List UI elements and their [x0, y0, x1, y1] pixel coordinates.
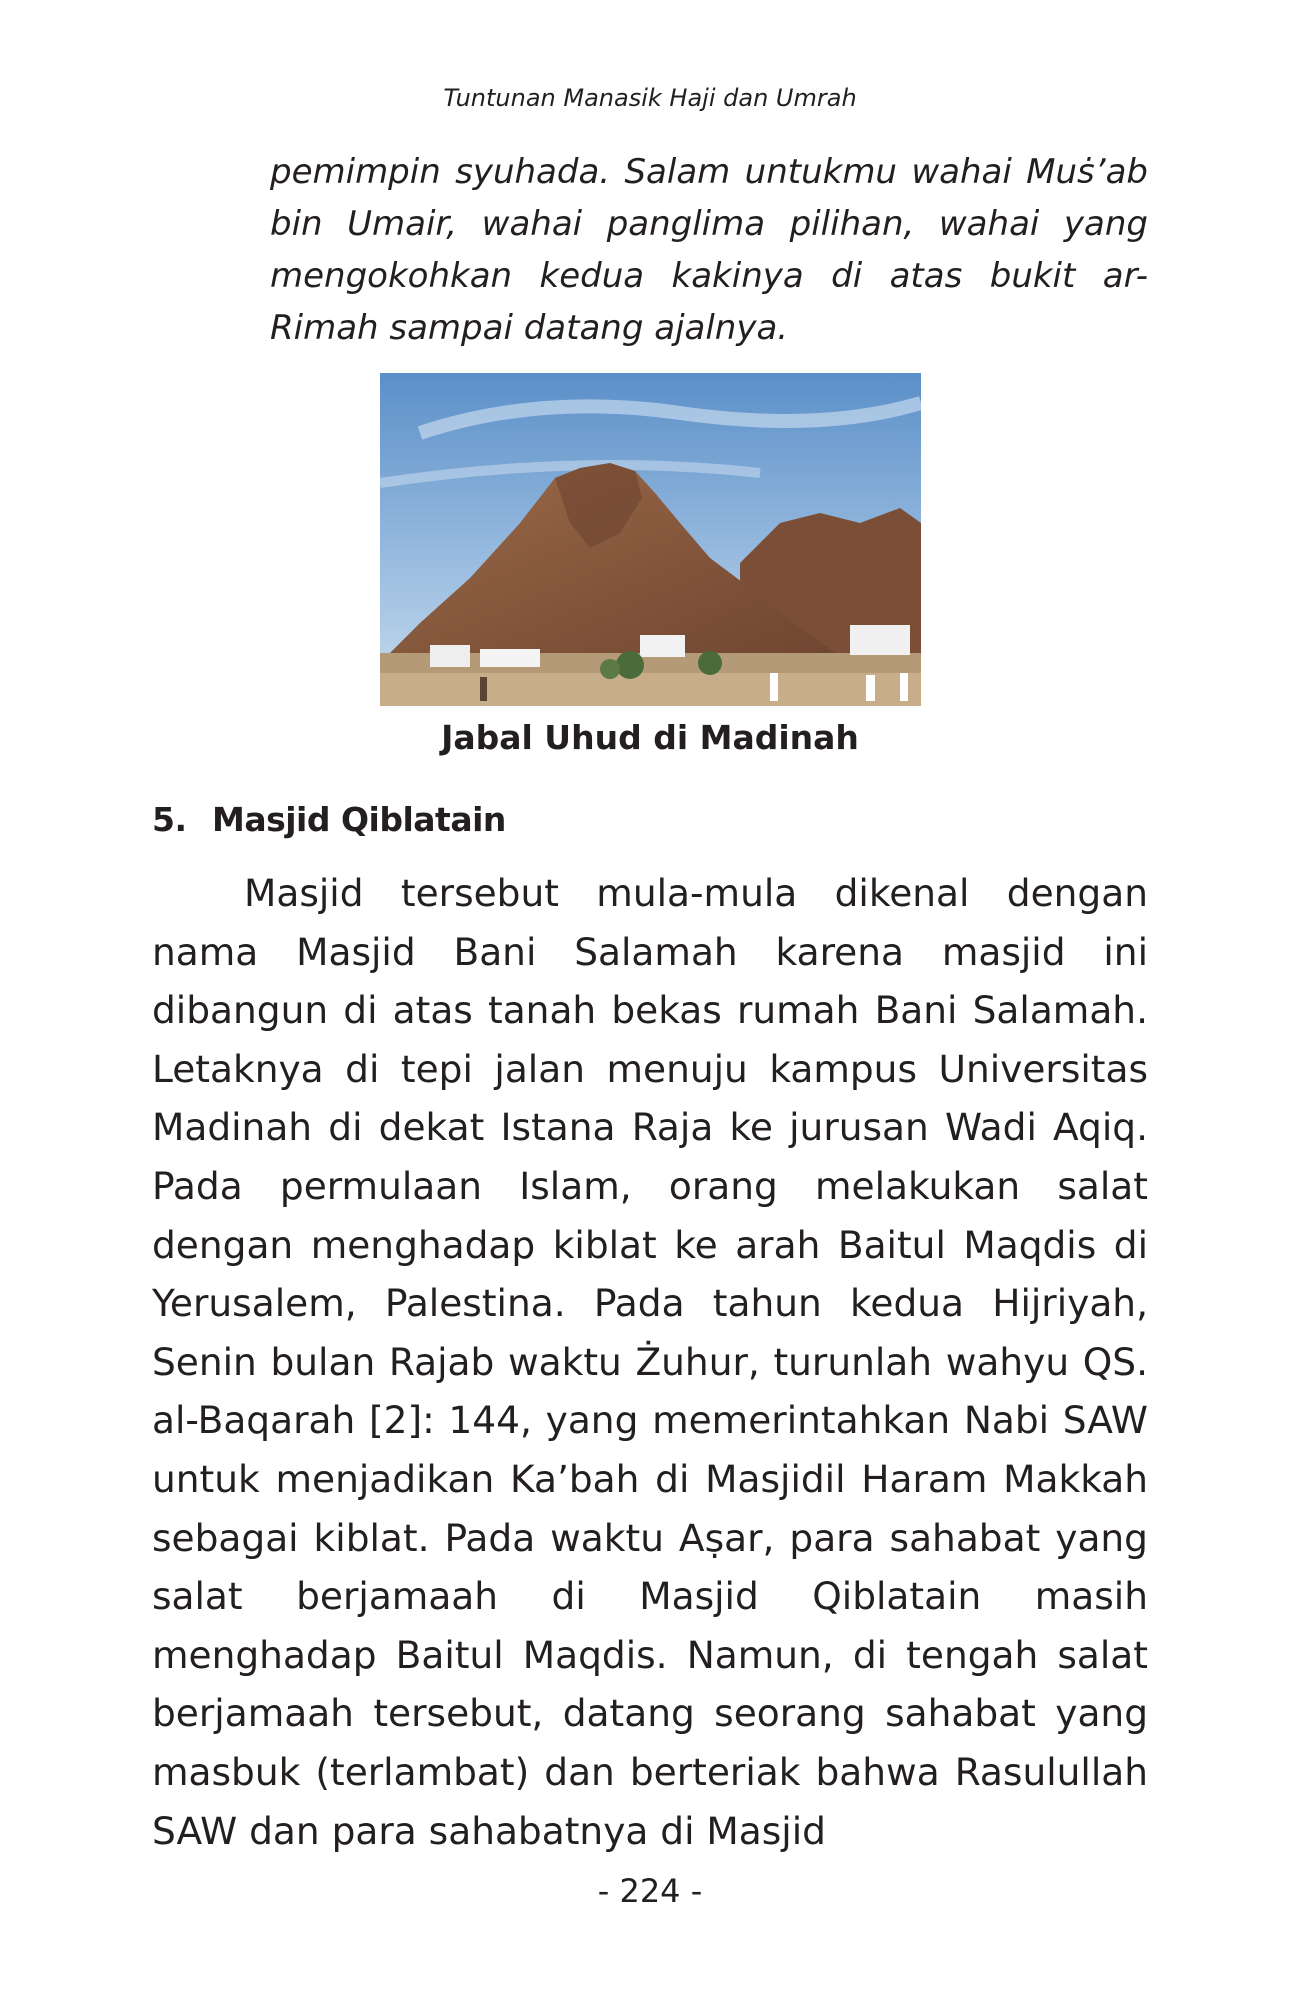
quote-paragraph: pemimpin syuhada. Salam untukmu wahai Muṡ’ab bin Umair, wahai panglima pilihan, wahai yang mengokohkan kedua kakinya di atas bukit ar-Rimah sampai datang ajalnya. [270, 152, 1148, 348]
body-text [152, 864, 1148, 1860]
section-heading [152, 800, 506, 839]
figure-photo [380, 373, 921, 706]
figure-caption: Jabal Uhud di Madinah [441, 718, 859, 757]
body-paragraph: Masjid tersebut mula-mula dikenal dengan nama Masjid Bani Salamah karena masjid ini dibangun di atas tanah bekas rumah Bani Salamah. Letaknya di tepi jalan menuju kampus Universitas Madinah di dekat Istana Raja ke jurusan Wadi Aqiq. Pada permulaan Islam, orang melakukan salat dengan menghadap kiblat ke arah Baitul Maqdis di Yerusalem, Palestina. Pada tahun kedua Hijriyah, Senin bulan Rajab waktu Żuhur, turunlah wahyu QS. al-Baqarah [2]: 144, yang memerintahkan Nabi SAW untuk menjadikan Ka’bah di Masjidil Haram Makkah sebagai kiblat. Pada waktu Aṣar, para sahabat yang salat berjamaah di Masjid Qiblatain masih menghadap Baitul Maqdis. Namun, di tengah salat berjamaah tersebut, datang seorang sahabat yang masbuk (terlambat) dan berteriak bahwa Rasulullah SAW dan para sahabatnya di Masjid [152, 871, 1148, 1853]
jabal-uhud-photo [380, 373, 921, 706]
section-title: Masjid Qiblatain [212, 800, 506, 839]
page-number: - 224 - [597, 1872, 703, 1910]
building [430, 645, 470, 667]
tree [616, 651, 644, 679]
person [770, 673, 778, 701]
section-number: 5. [152, 800, 187, 839]
running-header: Tuntunan Manasik Haji dan Umrah [443, 84, 857, 112]
